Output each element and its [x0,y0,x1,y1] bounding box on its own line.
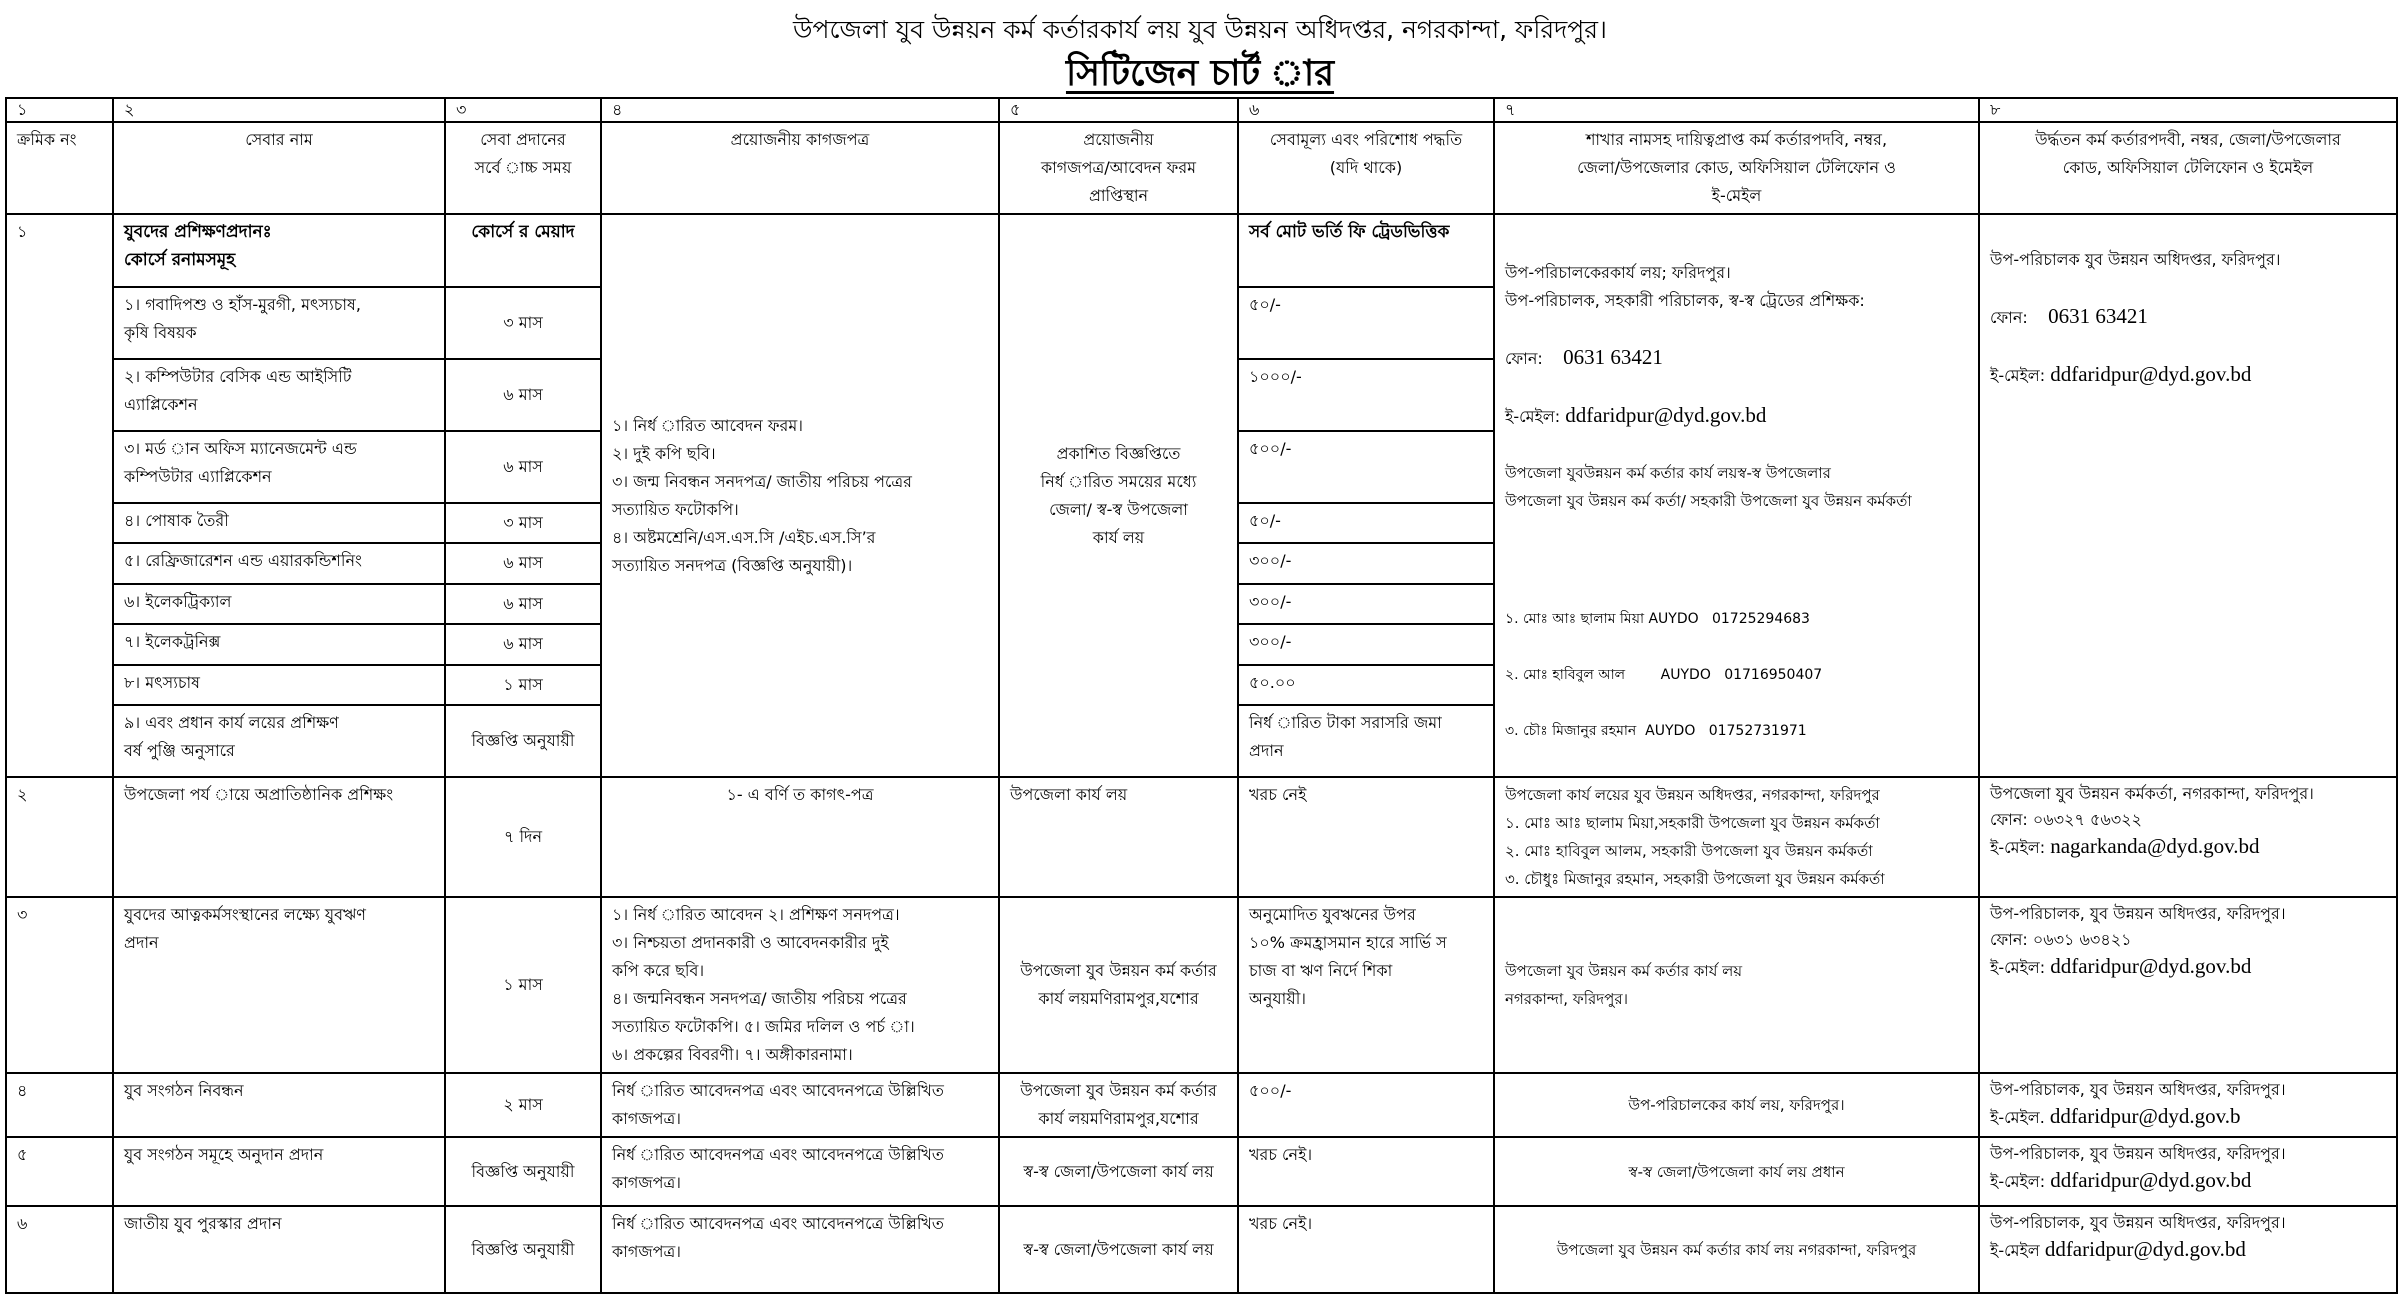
course-name: ২। কম্পিউটার বেসিক এন্ড আইসিটি এ্যাপ্লিকেশন [113,359,445,431]
column-header: প্রয়োজনীয় কাগজপত্র/আবেদন ফরম প্রাপ্তিস্থান [999,122,1238,214]
column-header: ক্রমিক নং [6,122,113,214]
duration-cell: ২ মাস [445,1073,601,1137]
serial-cell: ৩ [6,897,113,1073]
superior-office: উপ-পরিচালক, যুব উন্নয়ন অধিদপ্তর, ফরিদপুর। [1990,1080,2286,1099]
email-link[interactable]: ddfaridpur@dyd.gov.bd [2050,362,2252,386]
superior-email [1990,833,2386,861]
documents-cell: ১- এ বর্ণি ত কাগৎ-পত্র [601,777,999,897]
superior-office: উপ-পরিচালক, যুব উন্নয়ন অধিদপ্তর, ফরিদপুর। ফোন: ০৬৩১ ৬৩৪২১ [1990,904,2286,949]
fee-cell: খরচ নেই [1238,777,1494,897]
superior-office: উপজেলা যুব উন্নয়ন কর্মকর্তা, নগরকান্দা, ফরিদপুর। ফোন: ০৬৩২৭ ৫৬৩২২ [1990,784,2314,829]
officer-office: উপ-পরিচালকেরকার্য লয়; ফরিদপুর। উপ-পরিচালক, সহকারী পরিচালক, স্ব-স্ব ট্রেডের প্রশিক্ষক: [1505,263,1865,310]
service-cell: যুবদের প্রশিক্ষণপ্রদানঃ কোর্সে রনামসমূহ [113,214,445,287]
course-name: ৯। এবং প্রধান কার্য লয়ের প্রশিক্ষণ বর্ষ পুঞ্জি অনুসারে [113,705,445,777]
officer-cell: উপ-পরিচালকের কার্য লয়, ফরিদপুর। [1494,1073,1979,1137]
service-cell: যুব সংগঠন নিবন্ধন [113,1073,445,1137]
email-label: ই-মেইল: [1990,366,2046,385]
superior-cell [1979,1206,2397,1293]
column-header: সেবা প্রদানের সর্বে াচ্চ সময় [445,122,601,214]
course-duration: ৬ মাস [445,431,601,503]
office-heading: উপজেলা যুব উন্নয়ন কর্ম কর্তারকার্য লয় যুব উন্নয়ন অধিদপ্তর, নগরকান্দা, ফরিদপুর। [793,15,1607,44]
course-name: ৮। মৎস্যচাষ [113,665,445,705]
fee-cell: সর্ব মোট ভর্তি ফি ট্রেডভিত্তিক [1238,214,1494,287]
superior-email [1990,1103,2386,1131]
course-name: ৬। ইলেকট্রিক্যাল [113,584,445,624]
course-duration: ৬ মাস [445,359,601,431]
course-duration: ৬ মাস [445,624,601,664]
officer-office-upazila: উপজেলা যুবউন্নয়ন কর্ম কর্তার কার্য লয়স্ব-স্ব উপজেলার উপজেলা যুব উন্নয়ন কর্ম কর্তা/ সহকারী উপজেলা যুব উন্নয়ন কর্মকর্তা [1505,464,1912,510]
superior-email [1990,1167,2386,1195]
course-fee: ৫০.০০ [1238,665,1494,705]
column-number-row [6,98,2397,122]
duration-cell: কোর্সে র মেয়াদ [445,214,601,287]
superior-cell [1979,1137,2397,1206]
superior-cell [1979,1073,2397,1137]
serial-cell: ৪ [6,1073,113,1137]
officer-cell [1494,214,1979,777]
course-name: ৩। মর্ড ান অফিস ম্যানেজমেন্ট এন্ড কম্পিউটার এ্যাপ্লিকেশন [113,431,445,503]
course-name: ৪। পোষাক তৈরী [113,503,445,543]
phone-label: ফোন: [1990,308,2028,327]
duration-cell: বিজ্ঞপ্তি অনুযায়ী [445,1137,601,1206]
course-name: ৫। রেফ্রিজারেশন এন্ড এয়ারকন্ডিশনিং [113,543,445,583]
table-row [6,214,2397,287]
email-link[interactable]: ddfaridpur@dyd.gov.bd [2044,1237,2246,1261]
course-duration: ১ মাস [445,665,601,705]
email-link[interactable]: ddfaridpur@dyd.gov.b [2049,1104,2241,1128]
form-location-cell: উপজেলা যুব উন্নয়ন কর্ম কর্তার কার্য লয়মণিরামপুর,যশোর [999,897,1238,1073]
duration-cell: ১ মাস [445,897,601,1073]
email-label: ই-মেইল: [1505,407,1561,426]
phone-number: 0631 63421 [1563,345,1663,369]
table-row [6,1137,2397,1206]
officer-email [1505,401,1968,431]
column-number: ৭ [1494,98,1979,122]
form-location-cell: স্ব-স্ব জেলা/উপজেলা কার্য লয় [999,1137,1238,1206]
documents-cell: নির্ধ ারিত আবেদনপত্র এবং আবেদনপত্রে উল্লিখিত কাগজপত্র। [601,1073,999,1137]
fee-cell: খরচ নেই। [1238,1137,1494,1206]
email-link[interactable]: ddfaridpur@dyd.gov.bd [1565,403,1767,427]
table-row [6,777,2397,897]
serial-cell: ৫ [6,1137,113,1206]
column-number: ৮ [1979,98,2397,122]
phone-label: ফোন: [1505,349,1543,368]
service-cell: জাতীয় যুব পুরস্কার প্রদান [113,1206,445,1293]
column-number: ৩ [445,98,601,122]
officer-cell: উপজেলা যুব উন্নয়ন কর্ম কর্তার কার্য লয় নগরকান্দা, ফরিদপুর [1494,1206,1979,1293]
superior-email [1990,953,2386,981]
column-number: ২ [113,98,445,122]
email-label: ই-মেইল: [1990,958,2046,977]
superior-cell [1979,214,2397,777]
superior-phone [1990,302,2386,332]
course-duration: ৬ মাস [445,584,601,624]
course-fee: ৩০০/- [1238,543,1494,583]
documents-cell: ১। নির্ধ ারিত আবেদন ফরম। ২। দুই কপি ছবি। ৩। জন্ম নিবন্ধন সনদপত্র/ জাতীয় পরিচয় পত্রের সত্যায়িত ফটোকপি। ৪। অষ্টমশ্রেনি/এস.এস.সি /এইচ.এস.সি’র সত্যায়িত সনদপত্র (বিজ্ঞপ্তি অনুযায়ী)। [601,214,999,777]
superior-cell [1979,897,2397,1073]
course-name: ৭। ইলেকট্রনিক্স [113,624,445,664]
column-header-row [6,122,2397,214]
email-label: ই-মেইল: [1990,1172,2046,1191]
superior-email [1990,1236,2386,1264]
course-fee: ৫০০/- [1238,431,1494,503]
duration-cell: ৭ দিন [445,777,601,897]
staff-item: ১. মোঃ আঃ ছালাম মিয়া AUYDO 01725294683 [1505,611,1810,627]
form-location-cell: উপজেলা যুব উন্নয়ন কর্ম কর্তার কার্য লয়মণিরামপুর,যশোর [999,1073,1238,1137]
course-duration: বিজ্ঞপ্তি অনুযায়ী [445,705,601,777]
citizen-charter-table [5,97,2398,1294]
officer-cell: স্ব-স্ব জেলা/উপজেলা কার্য লয় প্রধান [1494,1137,1979,1206]
email-link[interactable]: nagarkanda@dyd.gov.bd [2050,834,2260,858]
form-location-cell: উপজেলা কার্য লয় [999,777,1238,897]
email-label: ই-মেইল [1990,1241,2040,1260]
column-header: উর্দ্ধতন কর্ম কর্তারপদবী, নম্বর, জেলা/উপজেলার কোড, অফিসিয়াল টেলিফোন ও ইমেইল [1979,122,2397,214]
form-location-cell: স্ব-স্ব জেলা/উপজেলা কার্য লয় [999,1206,1238,1293]
superior-cell [1979,777,2397,897]
course-fee: ৩০০/- [1238,584,1494,624]
staff-item: ২. মোঃ হাবিবুল আল AUYDO 01716950407 [1505,667,1823,683]
email-label: ই-মেইল. [1990,1108,2045,1127]
table-row [6,1206,2397,1293]
course-fee: ৫০/- [1238,287,1494,359]
fee-cell: অনুমোদিত যুবঋনের উপর ১০% ক্রমহ্রাসমান হারে সার্ভি স চাজ বা ঋণ নির্দে শিকা অনুযায়ী। [1238,897,1494,1073]
citizen-charter-title: সিটিজেন চার্ট ার [1065,53,1335,94]
course-fee: ৫০/- [1238,503,1494,543]
column-header: সেবামূল্য এবং পরিশোধ পদ্ধতি (যদি থাকে) [1238,122,1494,214]
email-label: ই-মেইল: [1990,838,2046,857]
course-duration: ৩ মাস [445,287,601,359]
form-location-cell: প্রকাশিত বিজ্ঞপ্তিতে নির্ধ ারিত সময়ের মধ্যে জেলা/ স্ব-স্ব উপজেলা কার্য লয় [999,214,1238,777]
course-duration: ৬ মাস [445,543,601,583]
email-link[interactable]: ddfaridpur@dyd.gov.bd [2050,954,2252,978]
course-name: ১। গবাদিপশু ও হাঁস-মুরগী, মৎস্যচাষ, কৃষি বিষয়ক [113,287,445,359]
column-number: ১ [6,98,113,122]
column-header: প্রয়োজনীয় কাগজপত্র [601,122,999,214]
documents-cell: ১। নির্ধ ারিত আবেদন ২। প্রশিক্ষণ সনদপত্র। ৩। নিশ্চয়তা প্রদানকারী ও আবেদনকারীর দুই কপি করে ছবি। ৪। জন্মনিবন্ধন সনদপত্র/ জাতীয় পরিচয় পত্রের সত্যায়িত ফটোকপি। ৫। জমির দলিল ও পর্চ া। ৬। প্রকল্পের বিবরণী। ৭। অঙ্গীকারনামা। [601,897,999,1073]
documents-cell: নির্ধ ারিত আবেদনপত্র এবং আবেদনপত্রে উল্লিখিত কাগজপত্র। [601,1137,999,1206]
officer-cell: উপজেলা যুব উন্নয়ন কর্ম কর্তার কার্য লয় নগরকান্দা, ফরিদপুর। [1494,897,1979,1073]
course-fee: ৩০০/- [1238,624,1494,664]
column-number: ৫ [999,98,1238,122]
service-cell: যুবদের আত্নকর্মসংস্থানের লক্ষ্যে যুবঋণ প্রদান [113,897,445,1073]
column-header: সেবার নাম [113,122,445,214]
serial-cell: ৬ [6,1206,113,1293]
column-header: শাখার নামসহ দায়িত্বপ্রাপ্ত কর্ম কর্তারপদবি, নম্বর, জেলা/উপজেলার কোড, অফিসিয়াল টেলিফোন ও ই-মেইল [1494,122,1979,214]
course-duration: ৩ মাস [445,503,601,543]
column-number: ৬ [1238,98,1494,122]
service-cell: যুব সংগঠন সমূহে অনুদান প্রদান [113,1137,445,1206]
superior-office: উপ-পরিচালক, যুব উন্নয়ন অধিদপ্তর, ফরিদপুর। [1990,1213,2286,1232]
officer-phone [1505,343,1968,373]
superior-office: উপ-পরিচালক, যুব উন্নয়ন অধিদপ্তর, ফরিদপুর। [1990,1144,2286,1163]
phone-number: 0631 63421 [2048,304,2148,328]
email-link[interactable]: ddfaridpur@dyd.gov.bd [2050,1168,2252,1192]
officer-cell: উপজেলা কার্য লয়ের যুব উন্নয়ন অধিদপ্তর, নগরকান্দা, ফরিদপুর ১. মোঃ আঃ ছালাম মিয়া,সহকারী উপজেলা যুব উন্নয়ন কর্মকর্তা ২. মোঃ হাবিবুল আলম, সহকারী উপজেলা যুব উন্নয়ন কর্মকর্তা ৩. চৌধুঃ মিজানুর রহমান, সহকারী উপজেলা যুব উন্নয়ন কর্মকর্তা [1494,777,1979,897]
superior-office: উপ-পরিচালক যুব উন্নয়ন অধিদপ্তর, ফরিদপুর। [1990,250,2281,269]
course-fee: ১০০০/- [1238,359,1494,431]
table-row [6,1073,2397,1137]
fee-cell: খরচ নেই। [1238,1206,1494,1293]
staff-item: ৩. চৌঃ মিজানুর রহমান AUYDO 01752731971 [1505,723,1807,739]
fee-cell: ৫০০/- [1238,1073,1494,1137]
column-number: ৪ [601,98,999,122]
serial-cell: ১ [6,214,113,777]
course-fee: নির্ধ ারিত টাকা সরাসরি জমা প্রদান [1238,705,1494,777]
service-cell: উপজেলা পর্য ায়ে অপ্রাতিষ্ঠানিক প্রশিক্ষং [113,777,445,897]
superior-email [1990,360,2386,390]
table-row [6,897,2397,1073]
serial-cell: ২ [6,777,113,897]
duration-cell: বিজ্ঞপ্তি অনুযায়ী [445,1206,601,1293]
documents-cell: নির্ধ ারিত আবেদনপত্র এবং আবেদনপত্রে উল্লিখিত কাগজপত্র। [601,1206,999,1293]
